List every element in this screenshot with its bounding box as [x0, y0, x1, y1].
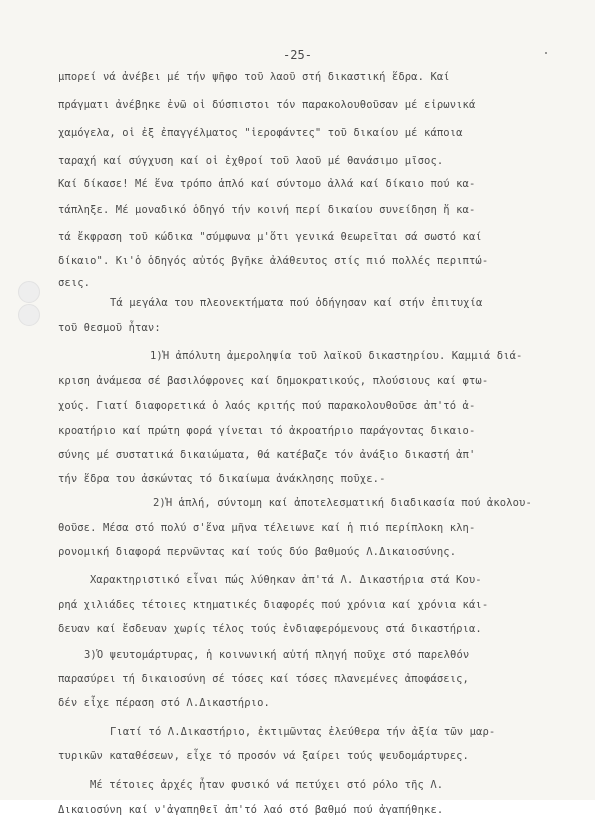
- text-line: θοῦσε. Μέσα στό πολύ σ'ἕνα μῆνα τέλειωνε καί ἡ πιό περίπλοκη κλη-: [58, 522, 476, 534]
- text-line: σύνης μέ συστατικά δικαιώματα, θά κατέβαζε τόν ἀνάξιο δικαστή ἀπ': [58, 449, 476, 461]
- text-line: χούς. Γιατί διαφορετικά ὁ λαός κριτής πού παρακολουθοῦσε ἀπ'τό ἀ-: [58, 400, 476, 412]
- text-line: Τά μεγάλα του πλεονεκτήματα πού ὁδήγησαν καί στήν ἐπιτυχία: [110, 297, 483, 309]
- text-line: ρηά χιλιάδες τέτοιες κτηματικές διαφορές πού χρόνια καί χρόνια κάι-: [58, 599, 489, 611]
- text-line: ρονομική διαφορά περνῶντας καί τούς δύο βαθμούς Λ.Δικαιοσύνης.: [58, 546, 457, 558]
- text-line: δέν εἶχε πέραση στό Λ.Δικαστήριο.: [58, 697, 270, 709]
- punch-hole: [18, 304, 40, 326]
- text-line: δευαν καί ἔσδευαν χωρίς τέλος τούς ἐνδιαφερόμενους στά δικαστήρια.: [58, 623, 482, 635]
- text-line: Μέ τέτοιες ἀρχές ἦταν φυσικό νά πετύχει στό ρόλο τῆς Λ.: [90, 779, 444, 791]
- text-line: 2)Ἡ ἁπλή, σύντομη καί ἀποτελεσματική διαδικασία πού ἀκολου-: [153, 497, 532, 509]
- text-line: κριση ἀνάμεσα σέ βασιλόφρονες καί δημοκρατικούς, πλούσιους καί φτω-: [58, 375, 489, 387]
- text-line: πράγματι ἀνέβηκε ἐνῶ οἱ δύσπιστοι τόν παρακολουθοῦσαν μέ εἰρωνικά: [58, 99, 476, 111]
- text-line: τυρικῶν καταθέσεων, εἶχε τό προσόν νά ξαίρει τούς ψευδομάρτυρες.: [58, 750, 469, 762]
- text-line: Καί δίκασε! Μέ ἕνα τρόπο ἁπλό καί σύντομο ἀλλά καί δίκαιο πού κα-: [58, 178, 476, 190]
- text-line: 3)Ὁ ψευτομάρτυρας, ἡ κοινωνική αὐτή πληγή ποῦχε στό παρελθόν: [84, 649, 470, 661]
- text-line: σεις.: [58, 277, 91, 289]
- text-line: χαμόγελα, οἱ ἐξ ἐπαγγέλματος "ἱεροφάντες" τοῦ δικαίου μέ κάποια: [58, 127, 463, 139]
- text-line: κροατήριο καί πρώτη φορά γίνεται τό ἀκροατήριο παράγοντας δικαιο-: [58, 425, 476, 437]
- text-line: τήν ἕδρα του ἀσκώντας τό δικαίωμα ἀνάκλησης ποῦχε.-: [58, 473, 386, 485]
- text-line: Χαρακτηριστικό εἶναι πώς λύθηκαν ἀπ'τά Λ. Δικαστήρια στά Κου-: [90, 574, 482, 586]
- text-line: ταραχή καί σύγχυση καί οἱ ἐχθροί τοῦ λαοῦ μέ θανάσιμο μῖσος.: [58, 155, 444, 167]
- text-line: 1)Ἡ ἀπόλυτη ἀμεροληψία τοῦ λαϊκοῦ δικαστηρίου. Καμμιά διά-: [150, 350, 523, 362]
- text-line: τοῦ θεσμοῦ ἦταν:: [58, 322, 161, 334]
- text-line: παρασύρει τή δικαιοσύνη σέ τόσες καί τόσες πλανεμένες ἀποφάσεις,: [58, 673, 469, 685]
- text-line: δίκαιο". Κι'ὁ ὁδηγός αὐτός βγῆκε ἀλάθευτος στίς πιό πολλές περιπτώ-: [58, 255, 489, 267]
- punch-hole: [18, 281, 40, 303]
- page-number: -25-: [283, 48, 312, 62]
- text-line: τάπληξε. Μέ μοναδικό ὁδηγό τήν κοινή περί δικαίου συνείδηση ἤ κα-: [58, 204, 476, 216]
- text-line: τά ἔκφραση τοῦ κώδικα "σύμφωνα μ'ὅτι γενικά θεωρεῖται σά σωστό καί: [58, 231, 482, 243]
- text-line: Γιατί τό Λ.Δικαστήριο, ἐκτιμῶντας ἐλεύθερα τήν ἀξία τῶν μαρ-: [110, 726, 496, 738]
- text-line: Δικαιοσύνη καί ν'ἀγαπηθεῖ ἀπ'τό λαό στό βαθμό πού ἀγαπήθηκε.: [58, 804, 444, 816]
- text-line: μπορεί νά ἀνέβει μέ τήν ψῆφο τοῦ λαοῦ στή δικαστική ἕδρα. Καί: [58, 71, 450, 83]
